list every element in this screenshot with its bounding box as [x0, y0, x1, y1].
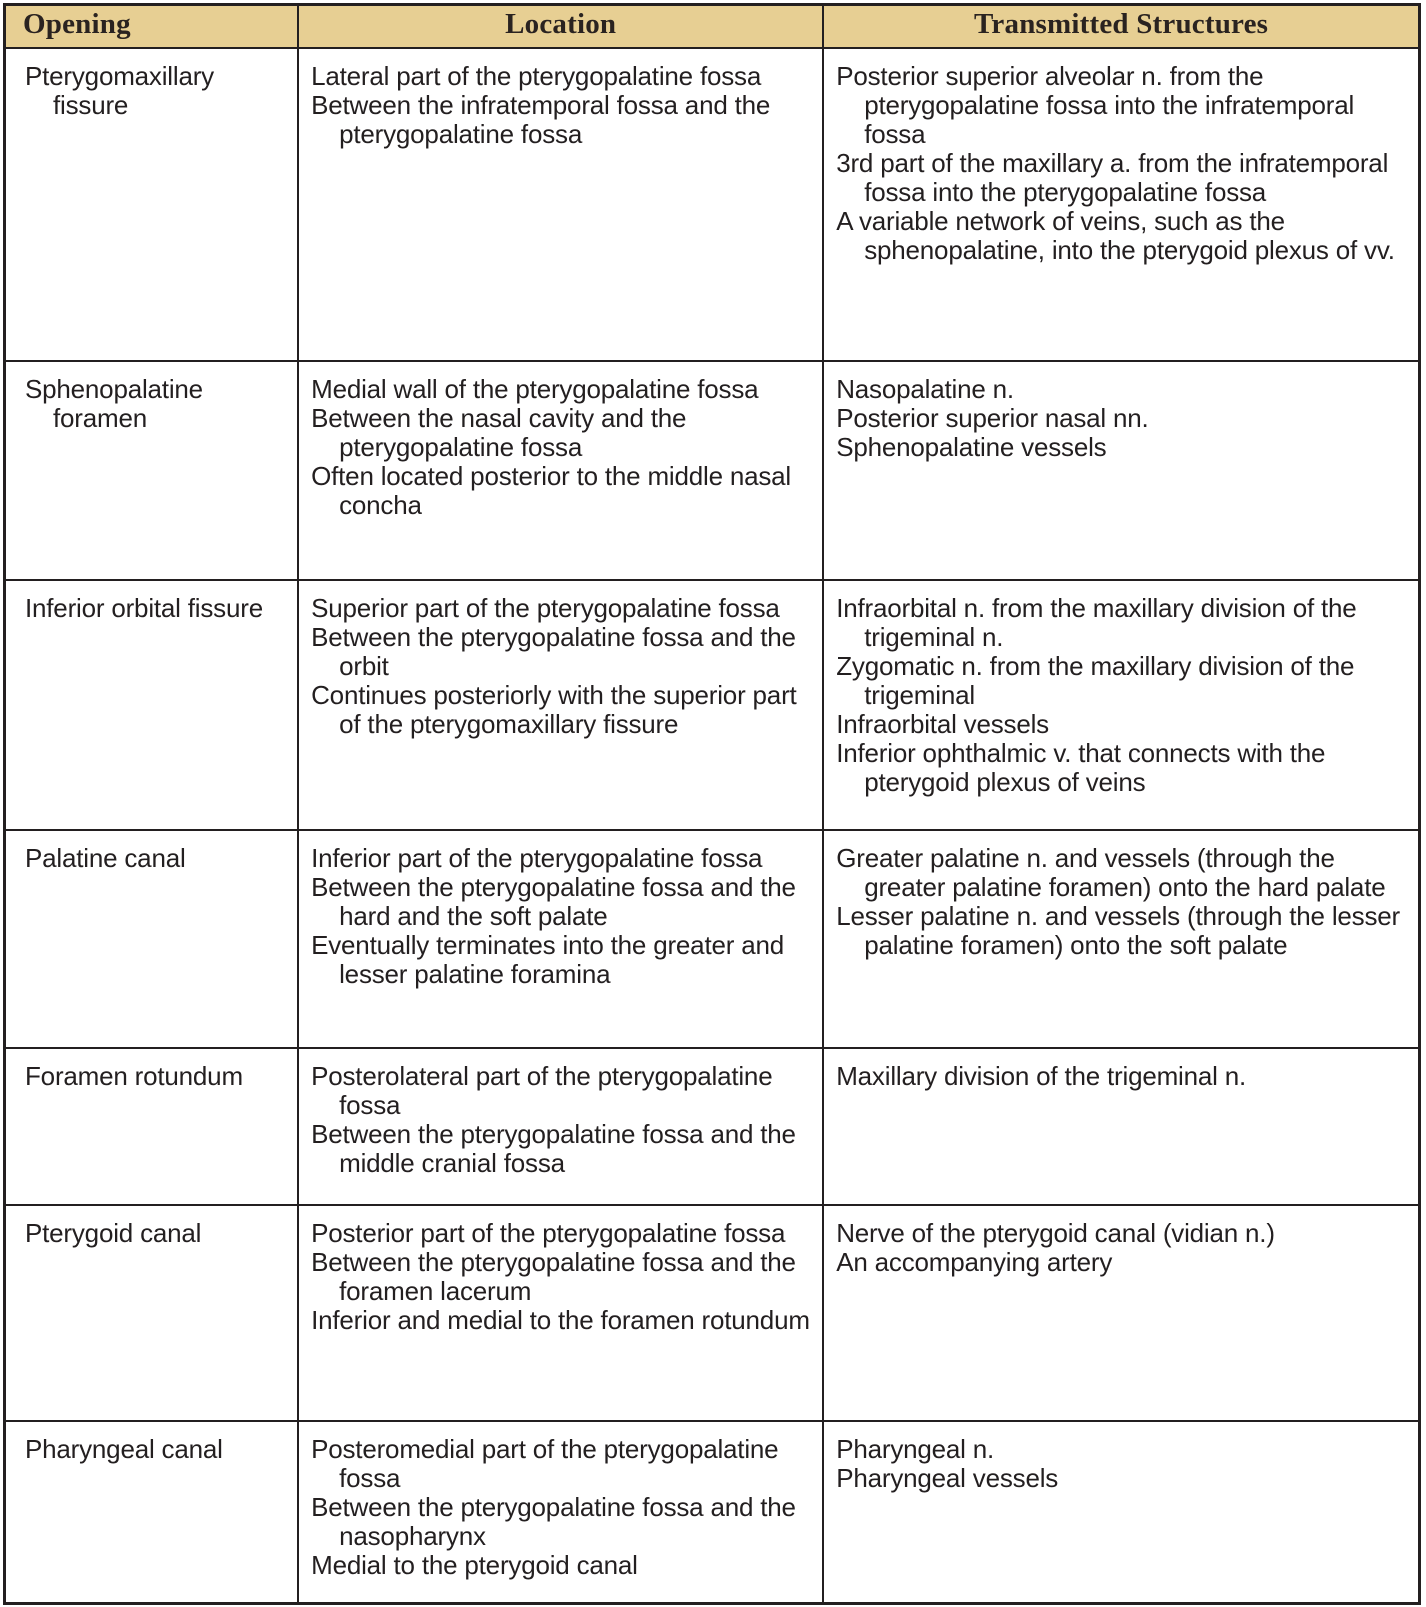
transmitted-item: Pharyngeal n.: [836, 1434, 995, 1464]
table-row: [5, 361, 1420, 580]
location-cell: [298, 1421, 823, 1603]
location-item: Inferior and medial to the foramen rotundum: [311, 1305, 810, 1335]
opening-cell: [5, 830, 299, 1048]
table-row: [5, 1421, 1420, 1603]
location-cell: [298, 1048, 823, 1205]
location-item: Often located posterior to the middle nasal concha: [311, 461, 792, 520]
transmitted-item: Inferior ophthalmic v. that connects with the pterygoid plexus of veins: [836, 738, 1326, 797]
location-item: Between the pterygopalatine fossa and the nasopharynx: [311, 1492, 796, 1551]
table-row: [5, 48, 1420, 361]
opening-cell: [5, 361, 299, 580]
table-row: [5, 1048, 1420, 1205]
location-item: Between the pterygopalatine fossa and the hard and the soft palate: [311, 872, 796, 931]
location-item: Between the pterygopalatine fossa and the foramen lacerum: [311, 1247, 796, 1306]
table-body: [5, 48, 1420, 1603]
transmitted-item: Infraorbital n. from the maxillary division of the trigeminal n.: [836, 593, 1357, 652]
location-item: Lateral part of the pterygopalatine fossa: [311, 61, 762, 91]
column-header-opening: Opening: [5, 5, 299, 49]
opening-name: Inferior orbital fissure: [25, 593, 263, 623]
column-header-transmitted-structures: Transmitted Structures: [823, 5, 1419, 49]
transmitted-item: Nerve of the pterygoid canal (vidian n.): [836, 1218, 1275, 1248]
table-row: [5, 830, 1420, 1048]
transmitted-item: 3rd part of the maxillary a. from the infratemporal fossa into the pterygopalatine fossa: [836, 148, 1389, 207]
location-item: Between the pterygopalatine fossa and the middle cranial fossa: [311, 1119, 796, 1178]
transmitted-structures-cell: [823, 48, 1419, 361]
opening-cell: [5, 48, 299, 361]
location-item: Posteromedial part of the pterygopalatine fossa: [311, 1434, 779, 1493]
transmitted-item: Sphenopalatine vessels: [836, 432, 1107, 462]
location-cell: [298, 48, 823, 361]
transmitted-item: Pharyngeal vessels: [836, 1463, 1059, 1493]
opening-cell: [5, 1048, 299, 1205]
location-item: Superior part of the pterygopalatine fossa: [311, 593, 780, 623]
transmitted-item: Lesser palatine n. and vessels (through the lesser palatine foramen) onto the soft palate: [836, 901, 1400, 960]
location-item: Posterolateral part of the pterygopalatine fossa: [311, 1061, 773, 1120]
location-cell: [298, 830, 823, 1048]
location-cell: [298, 1205, 823, 1421]
location-item: Medial to the pterygoid canal: [311, 1550, 638, 1580]
transmitted-structures-cell: [823, 1048, 1419, 1205]
location-item: Medial wall of the pterygopalatine fossa: [311, 374, 759, 404]
transmitted-item: Maxillary division of the trigeminal n.: [836, 1061, 1247, 1091]
opening-name: Palatine canal: [25, 843, 186, 873]
transmitted-item: Zygomatic n. from the maxillary division of the trigeminal: [836, 651, 1355, 710]
location-cell: [298, 580, 823, 830]
table-row: [5, 580, 1420, 830]
opening-name: Pterygoid canal: [25, 1218, 202, 1248]
opening-name: Pharyngeal canal: [25, 1434, 223, 1464]
transmitted-item: Infraorbital vessels: [836, 709, 1049, 739]
location-item: Between the pterygopalatine fossa and the orbit: [311, 622, 796, 681]
location-item: Eventually terminates into the greater and lesser palatine foramina: [311, 930, 784, 989]
opening-cell: [5, 580, 299, 830]
opening-name: Foramen rotundum: [25, 1061, 243, 1091]
transmitted-item: Greater palatine n. and vessels (through the greater palatine foramen) onto the hard palate: [836, 843, 1386, 902]
transmitted-item: Posterior superior alveolar n. from the pterygopalatine fossa into the infratemporal fossa: [836, 61, 1355, 149]
opening-name: Pterygomaxillary fissure: [25, 61, 214, 120]
location-item: Inferior part of the pterygopalatine fossa: [311, 843, 763, 873]
opening-name: Sphenopalatine foramen: [25, 374, 203, 433]
opening-cell: [5, 1205, 299, 1421]
transmitted-structures-cell: [823, 830, 1419, 1048]
transmitted-item: Posterior superior nasal nn.: [836, 403, 1149, 433]
transmitted-item: Nasopalatine n.: [836, 374, 1014, 404]
location-cell: [298, 361, 823, 580]
location-item: Continues posteriorly with the superior part of the pterygomaxillary fissure: [311, 680, 797, 739]
transmitted-structures-cell: [823, 1421, 1419, 1603]
transmitted-structures-cell: [823, 1205, 1419, 1421]
opening-cell: [5, 1421, 299, 1603]
column-header-location: Location: [298, 5, 823, 49]
table-row: [5, 1205, 1420, 1421]
transmitted-structures-cell: [823, 580, 1419, 830]
transmitted-item: A variable network of veins, such as the sphenopalatine, into the pterygoid plexus of vv.: [836, 206, 1395, 265]
transmitted-item: An accompanying artery: [836, 1247, 1113, 1277]
header-row: [5, 5, 1420, 49]
location-item: Posterior part of the pterygopalatine fossa: [311, 1218, 786, 1248]
ppf-openings-table: [3, 3, 1421, 1605]
transmitted-structures-cell: [823, 361, 1419, 580]
location-item: Between the nasal cavity and the pterygopalatine fossa: [311, 403, 687, 462]
location-item: Between the infratemporal fossa and the pterygopalatine fossa: [311, 90, 771, 149]
